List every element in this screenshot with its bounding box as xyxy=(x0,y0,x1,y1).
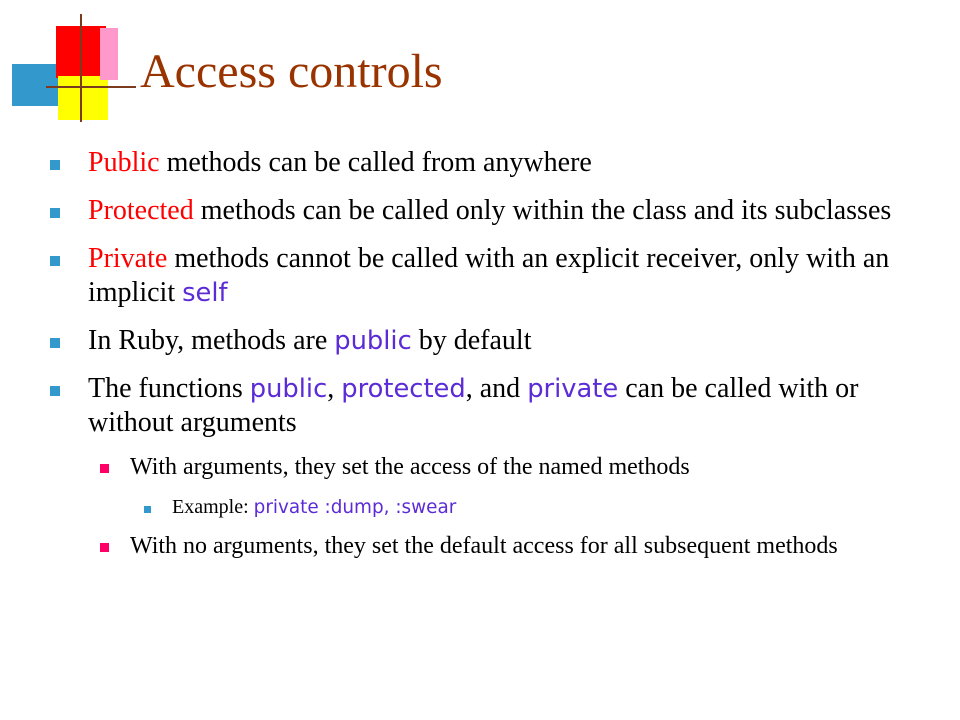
bullet-text: , and xyxy=(465,373,528,404)
logo-vertical-line xyxy=(80,14,82,122)
square-bullet-icon xyxy=(100,464,109,473)
code-example: private :dump, :swear xyxy=(253,497,457,518)
logo-squares-icon xyxy=(0,0,140,130)
square-bullet-icon xyxy=(144,506,151,513)
slide-title: Access controls xyxy=(140,45,443,98)
square-bullet-icon xyxy=(50,256,60,266)
logo-yellow-square xyxy=(58,76,108,120)
bullet-text: With arguments, they set the access of the named methods xyxy=(130,454,690,480)
sub-bullet-no-arguments xyxy=(48,531,928,561)
bullet-text: With no arguments, they set the default access for all subsequent methods xyxy=(130,533,838,559)
bullet-text: can be called with or without arguments xyxy=(88,373,859,438)
logo-horizontal-line xyxy=(46,86,136,88)
bullet-text: methods can be called only within the class and its subclasses xyxy=(193,195,892,226)
code-protected: protected xyxy=(341,374,466,404)
bullet-default-public xyxy=(48,324,928,358)
keyword-public: Public xyxy=(88,147,160,178)
bullet-protected xyxy=(48,194,928,228)
keyword-private: Private xyxy=(88,243,168,274)
code-public: public xyxy=(334,326,412,356)
sub-bullet-with-arguments xyxy=(48,452,928,482)
bullet-text: The functions xyxy=(88,373,250,404)
square-bullet-icon xyxy=(50,160,60,170)
code-private: private xyxy=(527,374,619,404)
keyword-protected: Protected xyxy=(88,195,194,226)
bullet-text: , xyxy=(327,373,342,404)
bullet-text: methods cannot be called with an explicit receiver, only with an implicit xyxy=(88,243,890,308)
square-bullet-icon xyxy=(50,338,60,348)
bullet-functions xyxy=(48,372,928,440)
example-label: Example: xyxy=(172,496,254,518)
square-bullet-icon xyxy=(50,386,60,396)
square-bullet-icon xyxy=(50,208,60,218)
bullet-list xyxy=(48,146,928,573)
square-bullet-icon xyxy=(100,543,109,552)
code-public: public xyxy=(249,374,328,404)
sub-sub-bullet-example xyxy=(48,494,928,521)
logo-pink-strip xyxy=(100,28,118,80)
bullet-text: by default xyxy=(411,325,532,356)
bullet-text: methods can be called from anywhere xyxy=(159,147,592,178)
code-self: self xyxy=(182,278,228,308)
bullet-private xyxy=(48,242,928,310)
bullet-public xyxy=(48,146,928,180)
bullet-text: In Ruby, methods are xyxy=(88,325,335,356)
